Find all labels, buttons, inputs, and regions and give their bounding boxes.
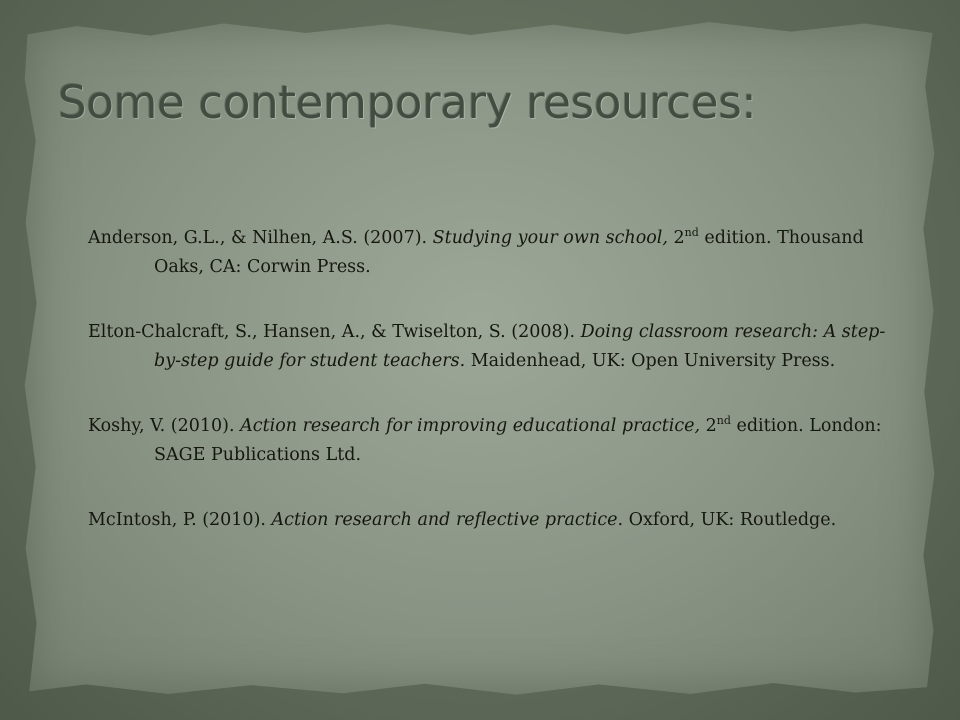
- reference-authors: Koshy, V. (2010).: [88, 416, 235, 436]
- reference-title: Action research and reflective practice.: [271, 510, 624, 530]
- reference-item: [88, 318, 888, 376]
- reference-list: [88, 224, 888, 571]
- reference-edition-number: 2: [673, 228, 685, 248]
- reference-publisher: edition. Thousand Oaks, CA: Corwin Press.: [154, 228, 864, 277]
- reference-item: [88, 224, 888, 282]
- reference-item: [88, 412, 888, 470]
- reference-publisher: Oxford, UK: Routledge.: [628, 510, 837, 530]
- reference-authors: McIntosh, P. (2010).: [88, 510, 266, 530]
- reference-title: Action research for improving educational practice,: [240, 416, 701, 436]
- slide-title: Some contemporary resources:: [58, 76, 757, 129]
- reference-edition-number: 2: [705, 416, 717, 436]
- reference-title: Studying your own school,: [432, 228, 668, 248]
- reference-publisher: edition. London: SAGE Publications Ltd.: [154, 416, 882, 465]
- reference-item: [88, 506, 888, 535]
- reference-authors: Anderson, G.L., & Nilhen, A.S. (2007).: [88, 228, 428, 248]
- reference-edition-suffix: nd: [716, 414, 731, 427]
- reference-title: Doing classroom research: A step-by-step guide for student teachers.: [154, 322, 886, 371]
- reference-edition-suffix: nd: [684, 226, 699, 239]
- reference-publisher: Maidenhead, UK: Open University Press.: [470, 351, 836, 371]
- reference-authors: Elton-Chalcraft, S., Hansen, A., & Twiselton, S. (2008).: [88, 322, 576, 342]
